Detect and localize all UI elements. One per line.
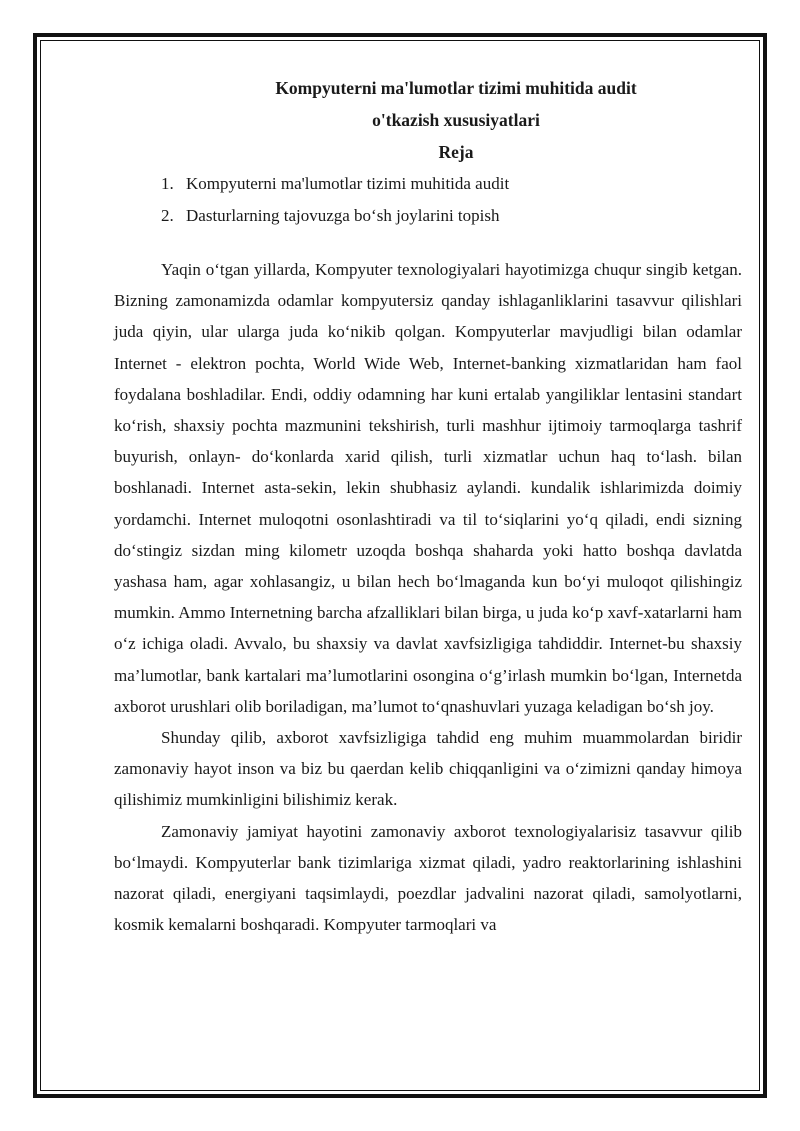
document-title-line-2: o'tkazish xususiyatlari	[372, 110, 540, 130]
plan-item	[114, 200, 742, 232]
plan-list	[114, 168, 742, 232]
plan-item-number: 1.	[161, 174, 174, 193]
paragraph-2: Shunday qilib, axborot xavfsizligiga tahdid eng muhim muammolardan biridir zamonaviy hayot inson va biz bu qaerdan kelib chiqqanligini va o‘zimizni qanday himoya qilishimiz mumkinligini bilishimiz kerak.	[114, 728, 742, 810]
plan-item	[114, 168, 742, 200]
paragraph-3: Zamonaviy jamiyat hayotini zamonaviy axborot texnologiyalarisiz tasavvur qilib bo‘lmaydi. Kompyuterlar bank tizimlariga xizmat qiladi, yadro reaktorlarining ishlashini nazorat qiladi, energiyani taqsimlaydi, poezdlar jadvalini nazorat qiladi, samolyotlarni, kosmik kemalarni boshqaradi. Kompyuter tarmoqlari va	[114, 821, 742, 935]
document-title-line-1: Kompyuterni ma'lumotlar tizimi muhitida audit	[275, 78, 637, 98]
plan-heading: Reja	[438, 142, 474, 162]
paragraph-1: Yaqin o‘tgan yillarda, Kompyuter texnologiyalari hayotimizga chuqur singib ketgan. Bizning zamonamizda odamlar kompyutersiz qanday ishlaganliklarini tasavvur qilishlari juda qiyin, ular ularga juda ko‘nikib qolgan. Kompyuterlar mavjudligi bilan odamlar Internet - elektron pochta, World Wide Web, Internet-banking xizmatlaridan ham faol foydalana boshladilar. Endi, oddiy odamning har kuni ertalab yangiliklar lentasini standart ko‘rish, shaxsiy pochta mazmunini tekshirish, turli mashhur ijtimoiy tarmoqlarga tashrif buyurish, onlayn- do‘konlarda xarid qilish, turli xizmatlar uchun haq to‘lash. bilan boshlanadi. Internet asta-sekin, lekin shubhasiz aylandi. kundalik ishlarimizda doimiy yordamchi. Internet muloqotni osonlashtiradi va til to‘siqlarini yo‘q qiladi, endi sizning do‘stingiz sizdan ming kilometr uzoqda boshqa shaharda yoki hatto boshqa davlatda yashasa ham, agar xohlasangiz, u bilan hech bo‘lmaganda kun bo‘yi muloqot qilishingiz mumkin. Ammo Internetning barcha afzalliklari bilan birga, u juda ko‘p xavf-xatarlarni ham o‘z ichiga oladi. Avvalo, bu shaxsiy va davlat xavfsizligiga tahdiddir. Internet-bu shaxsiy ma’lumotlar, bank kartalari ma’lumotlarini osongina o‘g’irlash mumkin bo‘lgan, Internetda axborot urushlari olib boriladigan, ma’lumot to‘qnashuvlari yuzaga keladigan bo‘sh joy.	[114, 260, 743, 716]
plan-item-text: Dasturlarning tajovuzga bo‘sh joylarini topish	[186, 206, 500, 225]
section-spacer	[114, 232, 742, 254]
document-body	[114, 72, 742, 940]
plan-item-text: Kompyuterni ma'lumotlar tizimi muhitida audit	[186, 174, 510, 193]
plan-item-number: 2.	[161, 206, 174, 225]
